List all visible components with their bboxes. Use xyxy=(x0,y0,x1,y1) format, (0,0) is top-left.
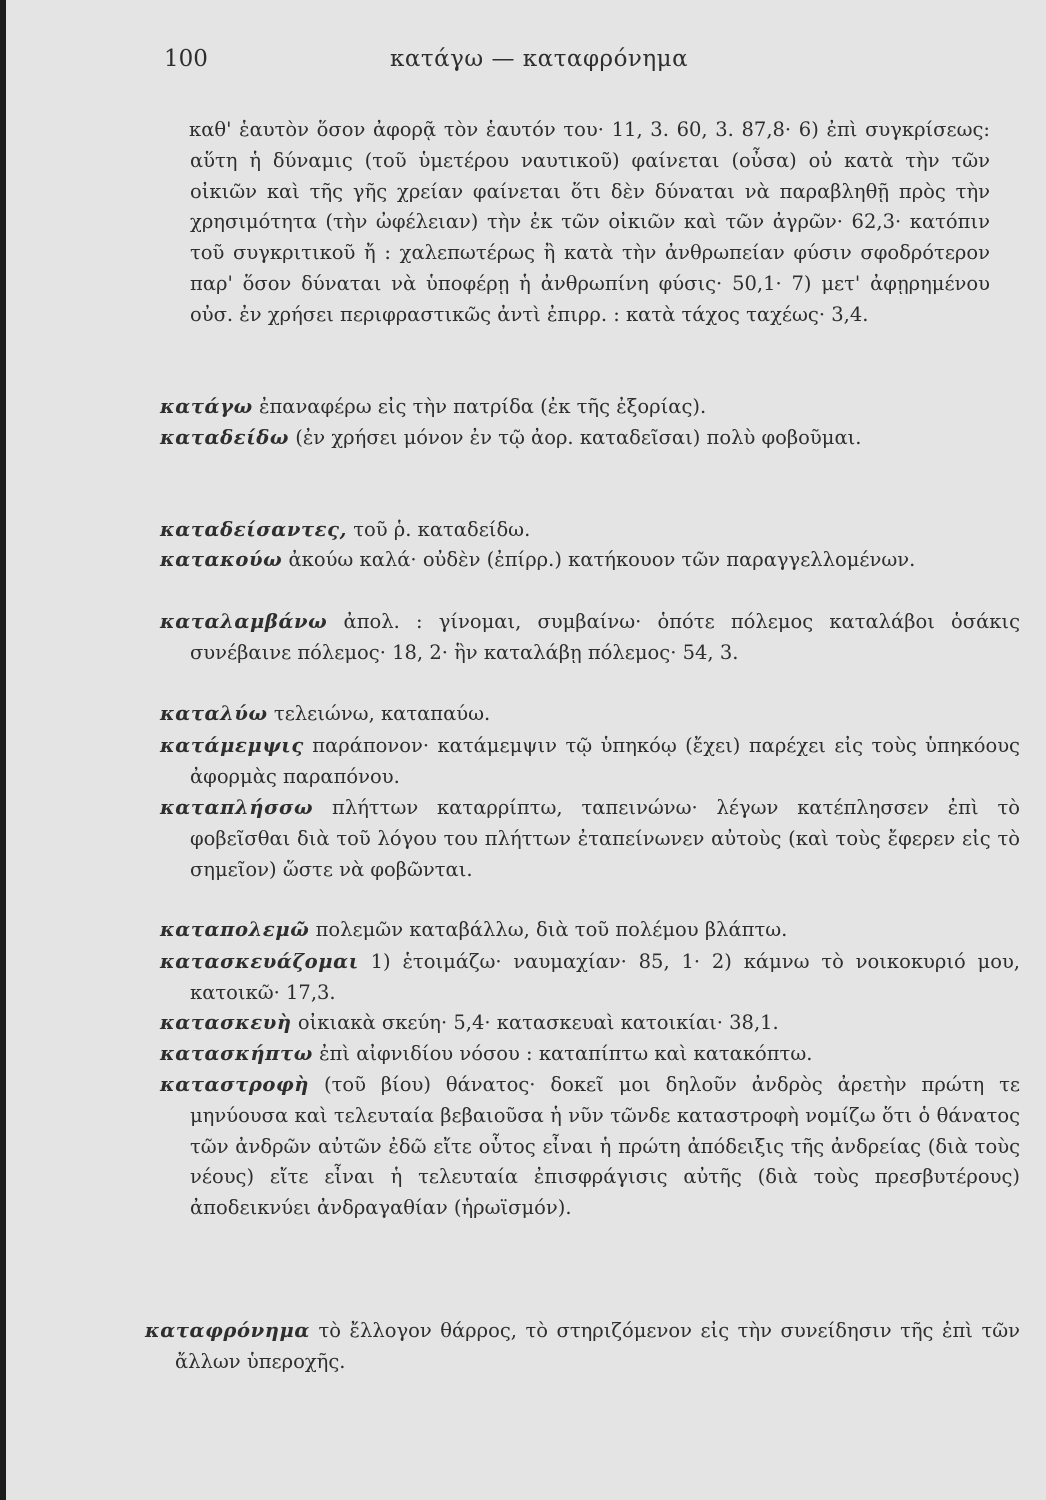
entry-headword: καταλύω xyxy=(160,702,268,725)
entry xyxy=(160,607,1020,669)
entry xyxy=(160,545,1020,576)
entry xyxy=(160,423,1020,454)
entry-text: ἐπαναφέρω εἰς τὴν πατρίδα (ἐκ τῆς ἐξορίας). xyxy=(259,395,707,418)
entry xyxy=(160,392,990,423)
entry xyxy=(160,1070,1020,1224)
entry-headword: κατασκευὴ xyxy=(160,1011,292,1034)
page-header xyxy=(160,46,980,86)
page-edge xyxy=(0,0,6,1500)
entry xyxy=(160,915,990,946)
entry-text: ἀκούω καλά· οὐδὲν (ἐπίρρ.) κατήκουον τῶν παραγγελλομένων. xyxy=(288,548,916,571)
entry-text: οἰκιακὰ σκεύη· 5,4· κατασκευαὶ κατοικίαι· 38,1. xyxy=(297,1011,779,1034)
entry-text: πλήττων καταρρίπτω, ταπεινώνω· λέγων κατέπλησσεν ἐπὶ τὸ φοβεῖσθαι διὰ τοῦ λόγου του πλήττων ἐταπείνωνεν αὐτοὺς (καὶ τοὺς ἔφερεν εἰς τὸ σημεῖον) ὥστε νὰ φοβῶνται. xyxy=(190,796,1020,881)
entry xyxy=(160,947,1020,1009)
entry-headword: κατασκευάζομαι xyxy=(160,950,359,973)
entry xyxy=(160,731,1020,793)
entry-headword: καταδείσαντες, xyxy=(160,518,347,541)
entry-headword: κατάμεμψις xyxy=(160,734,304,757)
entry-headword: κατακούω xyxy=(160,548,283,571)
entry-text: καθ' ἑαυτὸν ὅσον ἀφορᾷ τὸν ἑαυτόν του· 11, 3. 60, 3. 87,8· 6) ἐπὶ συγκρίσεως: αὕτη ἡ δύναμις (τοῦ ὑμετέρου ναυτικοῦ) φαίνεται (οὖσα) οὐ κατὰ τὴν τῶν οἰκιῶν καὶ τῆς γῆς χρείαν φαίνεται ὅτι δὲν δύναται νὰ παραβληθῇ πρὸς τὴν χρησιμότητα (τὴν ὠφέλειαν) τὴν ἐκ τῶν οἰκιῶν καὶ τῶν ἀγρῶν· 62,3· κατόπιν τοῦ συγκριτικοῦ ἤ : χαλεπωτέρως ἢ κατὰ τὴν ἀνθρωπείαν φύσιν σφοδρότερον παρ' ὅσον δύναται νὰ ὑποφέρῃ ἡ ἀνθρωπίνη φύσις· 50,1· 7) μετ' ἀφῃρημένου οὐσ. ἐν χρήσει περιφραστικῶς ἀντὶ ἐπιρρ. : κατὰ τάχος ταχέως· 3,4. xyxy=(189,118,990,326)
entry-headword: καταπολεμῶ xyxy=(160,918,310,941)
entry xyxy=(160,699,990,730)
entry-text: πολεμῶν καταβάλλω, διὰ τοῦ πολέμου βλάπτω. xyxy=(315,918,788,941)
entry-text: τὸ ἔλλογον θάρρος, τὸ στηριζόμενον εἰς τὴν συνείδησιν τῆς ἐπὶ τῶν ἄλλων ὑπεροχῆς. xyxy=(175,1319,1020,1373)
entry-text: τοῦ ῥ. καταδείδω. xyxy=(353,518,531,541)
running-title: κατάγω — καταφρόνημα xyxy=(390,46,689,72)
entry-headword: καταφρόνημα xyxy=(145,1319,310,1342)
entry-text: τελειώνω, καταπαύω. xyxy=(273,702,491,725)
entry xyxy=(160,793,1020,885)
entry xyxy=(160,515,990,546)
entry xyxy=(160,1008,990,1039)
entry-text: παράπονον· κατάμεμψιν τῷ ὑπηκόῳ (ἔχει) παρέχει εἰς τοὺς ὑπηκόους ἀφορμὰς παραπόνου. xyxy=(190,734,1020,788)
entry-headword: καταδείδω xyxy=(160,426,290,449)
entry xyxy=(160,1039,1000,1070)
entry-continuation xyxy=(190,115,990,331)
entry-headword: καταλαμβάνω xyxy=(160,610,328,633)
entry-text: ἀπολ. : γίνομαι, συμβαίνω· ὁπότε πόλεμος καταλάβοι ὁσάκις συνέβαινε πόλεμος· 18, 2· ἣν καταλάβῃ πόλεμος· 54, 3. xyxy=(190,610,1020,664)
entry-text: (τοῦ βίου) θάνατος· δοκεῖ μοι δηλοῦν ἀνδρὸς ἀρετὴν πρώτη τε μηνύουσα καὶ τελευταία βεβαιοῦσα ἡ νῦν τῶνδε καταστροφὴ νομίζω ὅτι ὁ θάνατος τῶν ἀνδρῶν αὐτῶν ἐδῶ εἴτε οὗτος εἶναι ἡ πρώτη ἀπόδειξις τῆς ἀνδρείας (διὰ τοὺς νέους) εἴτε εἶναι ἡ τελευταία ἐπισφράγισις αὐτῆς (διὰ τοὺς πρεσβυτέρους) ἀποδεικνύει ἀνδραγαθίαν (ἡρωϊσμόν). xyxy=(190,1073,1021,1220)
entry-headword: καταπλήσσω xyxy=(160,796,314,819)
entry-text: ἐπὶ αἰφνιδίου νόσου : καταπίπτω καὶ κατακόπτω. xyxy=(319,1042,813,1065)
entry xyxy=(145,1316,1020,1378)
entry-headword: καταστροφὴ xyxy=(160,1073,310,1096)
entry-headword: κατάγω xyxy=(160,395,253,418)
entry-text: (ἐν χρήσει μόνον ἐν τῷ ἀορ. καταδεῖσαι) πολὺ φοβοῦμαι. xyxy=(295,426,862,449)
entry-text: 1) ἑτοιμάζω· ναυμαχίαν· 85, 1· 2) κάμνω τὸ νοικοκυριό μου, κατοικῶ· 17,3. xyxy=(190,950,1020,1004)
entry-headword: κατασκήπτω xyxy=(160,1042,313,1065)
page-number: 100 xyxy=(164,46,208,72)
